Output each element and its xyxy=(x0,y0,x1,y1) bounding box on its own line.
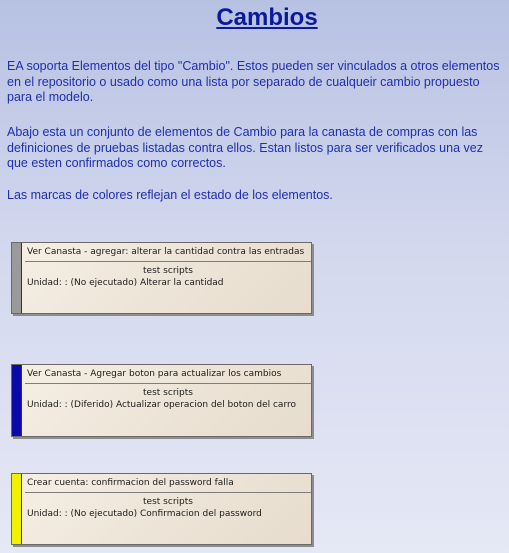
change-element-title: Crear cuenta: confirmacion del password falla xyxy=(25,474,311,493)
description-paragraph: Abajo esta un conjunto de elementos de Cambio para la canasta de compras con las definiciones de pruebas listadas contra ellos. Estan listos para ser verificados una vez que esten confirmados como correctos. xyxy=(7,125,483,170)
status-color-bar xyxy=(12,474,22,544)
test-script-item: Unidad: : (No ejecutado) Confirmacion del password xyxy=(27,508,262,519)
test-script-item: Unidad: : (No ejecutado) Alterar la cantidad xyxy=(27,277,224,288)
status-color-bar xyxy=(12,365,22,436)
test-scripts-section-label: test scripts xyxy=(143,387,193,398)
status-color-bar xyxy=(12,243,22,313)
test-scripts-section-label: test scripts xyxy=(143,265,193,276)
test-scripts-section-label: test scripts xyxy=(143,496,193,507)
change-element-card[interactable] xyxy=(11,473,312,545)
legend-note-paragraph: Las marcas de colores reflejan el estado de los elementos. xyxy=(7,188,333,202)
change-element-card[interactable] xyxy=(11,242,312,314)
change-element-title: Ver Canasta - agregar: alterar la cantidad contra las entradas xyxy=(25,243,311,262)
change-element-card[interactable] xyxy=(11,364,312,437)
intro-paragraph: EA soporta Elementos del tipo "Cambio". Estos pueden ser vinculados a otros elementos en el repositorio o usado como una lista por separado de cualqueir cambio propuesto para el modelo. xyxy=(7,59,500,104)
test-script-item: Unidad: : (Diferido) Actualizar operacion del boton del carro xyxy=(27,399,297,410)
change-element-title: Ver Canasta - Agregar boton para actualizar los cambios xyxy=(25,365,311,384)
page-title: Cambios xyxy=(216,4,318,31)
